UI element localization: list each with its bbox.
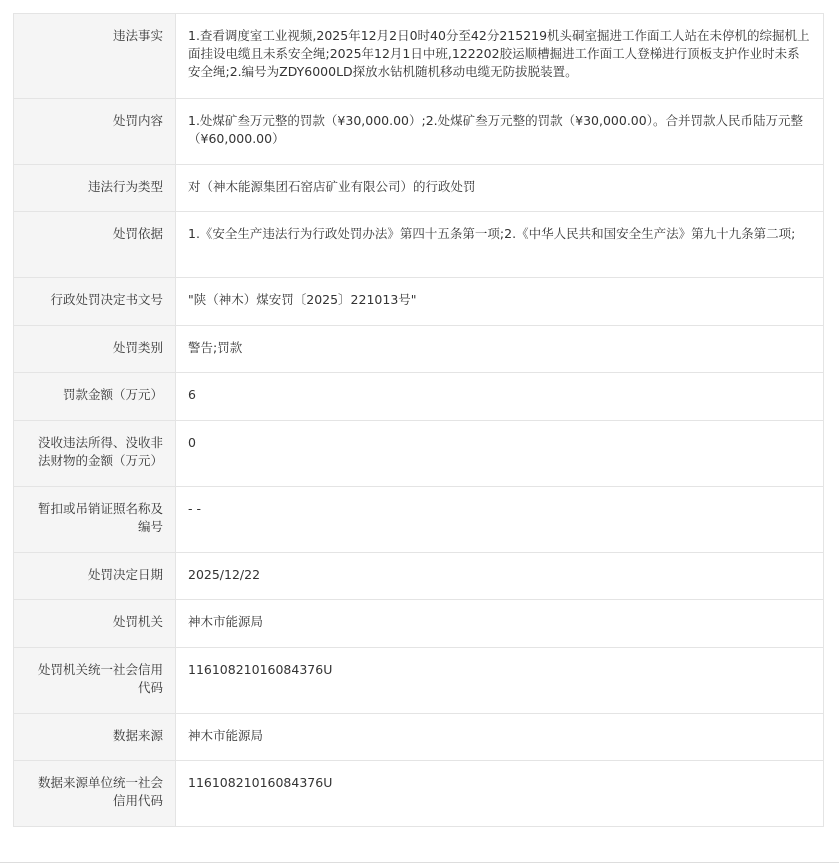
row-value-data-source: 神木市能源局 [176, 714, 824, 761]
row-label-license-suspension: 暂扣或吊销证照名称及编号 [14, 487, 176, 553]
row-value-violation-facts: 1.查看调度室工业视频,2025年12月2日0时40分至42分215219机头硐室掘进工作面工人站在未停机的综掘机上面挂设电缆且未系安全绳;2025年12月1日中班,122202胶运顺槽掘进工作面工人登梯进行顶板支护作业时未系安全绳;2.编号为ZDY6000LD探放水钻机随机移动电缆无防拔脱装置。 [176, 14, 824, 99]
table-row [14, 165, 824, 212]
row-label-violation-facts: 违法事实 [14, 14, 176, 99]
row-label-penalty-content: 处罚内容 [14, 99, 176, 165]
row-label-penalty-authority: 处罚机关 [14, 600, 176, 648]
row-value-penalty-category: 警告;罚款 [176, 326, 824, 373]
row-value-penalty-basis: 1.《安全生产违法行为行政处罚办法》第四十五条第一项;2.《中华人民共和国安全生产法》第九十九条第二项; [176, 212, 824, 278]
table-row [14, 648, 824, 714]
row-label-authority-credit-code: 处罚机关统一社会信用代码 [14, 648, 176, 714]
table-row [14, 714, 824, 761]
row-value-authority-credit-code: 11610821016084376U [176, 648, 824, 714]
penalty-detail-table [13, 13, 824, 827]
row-label-violation-type: 违法行为类型 [14, 165, 176, 212]
row-label-penalty-category: 处罚类别 [14, 326, 176, 373]
table-row [14, 212, 824, 278]
row-value-decision-number: "陕（神木）煤安罚〔2025〕221013号" [176, 278, 824, 326]
page-divider [0, 862, 839, 863]
row-value-fine-amount: 6 [176, 373, 824, 421]
row-label-decision-date: 处罚决定日期 [14, 553, 176, 600]
table-row [14, 14, 824, 99]
table-row [14, 326, 824, 373]
table-row [14, 373, 824, 421]
row-value-source-credit-code: 11610821016084376U [176, 761, 824, 827]
row-value-penalty-authority: 神木市能源局 [176, 600, 824, 648]
row-label-confiscation-amount: 没收违法所得、没收非法财物的金额（万元） [14, 421, 176, 487]
row-value-decision-date: 2025/12/22 [176, 553, 824, 600]
row-label-data-source: 数据来源 [14, 714, 176, 761]
table-row [14, 278, 824, 326]
row-label-source-credit-code: 数据来源单位统一社会信用代码 [14, 761, 176, 827]
table-row [14, 487, 824, 553]
row-label-fine-amount: 罚款金额（万元） [14, 373, 176, 421]
row-label-penalty-basis: 处罚依据 [14, 212, 176, 278]
row-value-license-suspension: - - [176, 487, 824, 553]
row-value-confiscation-amount: 0 [176, 421, 824, 487]
row-label-decision-number: 行政处罚决定书文号 [14, 278, 176, 326]
table-row [14, 553, 824, 600]
table-row [14, 99, 824, 165]
table-row [14, 421, 824, 487]
table-row [14, 761, 824, 827]
table-row [14, 600, 824, 648]
row-value-violation-type: 对（神木能源集团石窑店矿业有限公司）的行政处罚 [176, 165, 824, 212]
row-value-penalty-content: 1.处煤矿叁万元整的罚款（¥30,000.00）;2.处煤矿叁万元整的罚款（¥30,000.00）。合并罚款人民币陆万元整（¥60,000.00） [176, 99, 824, 165]
